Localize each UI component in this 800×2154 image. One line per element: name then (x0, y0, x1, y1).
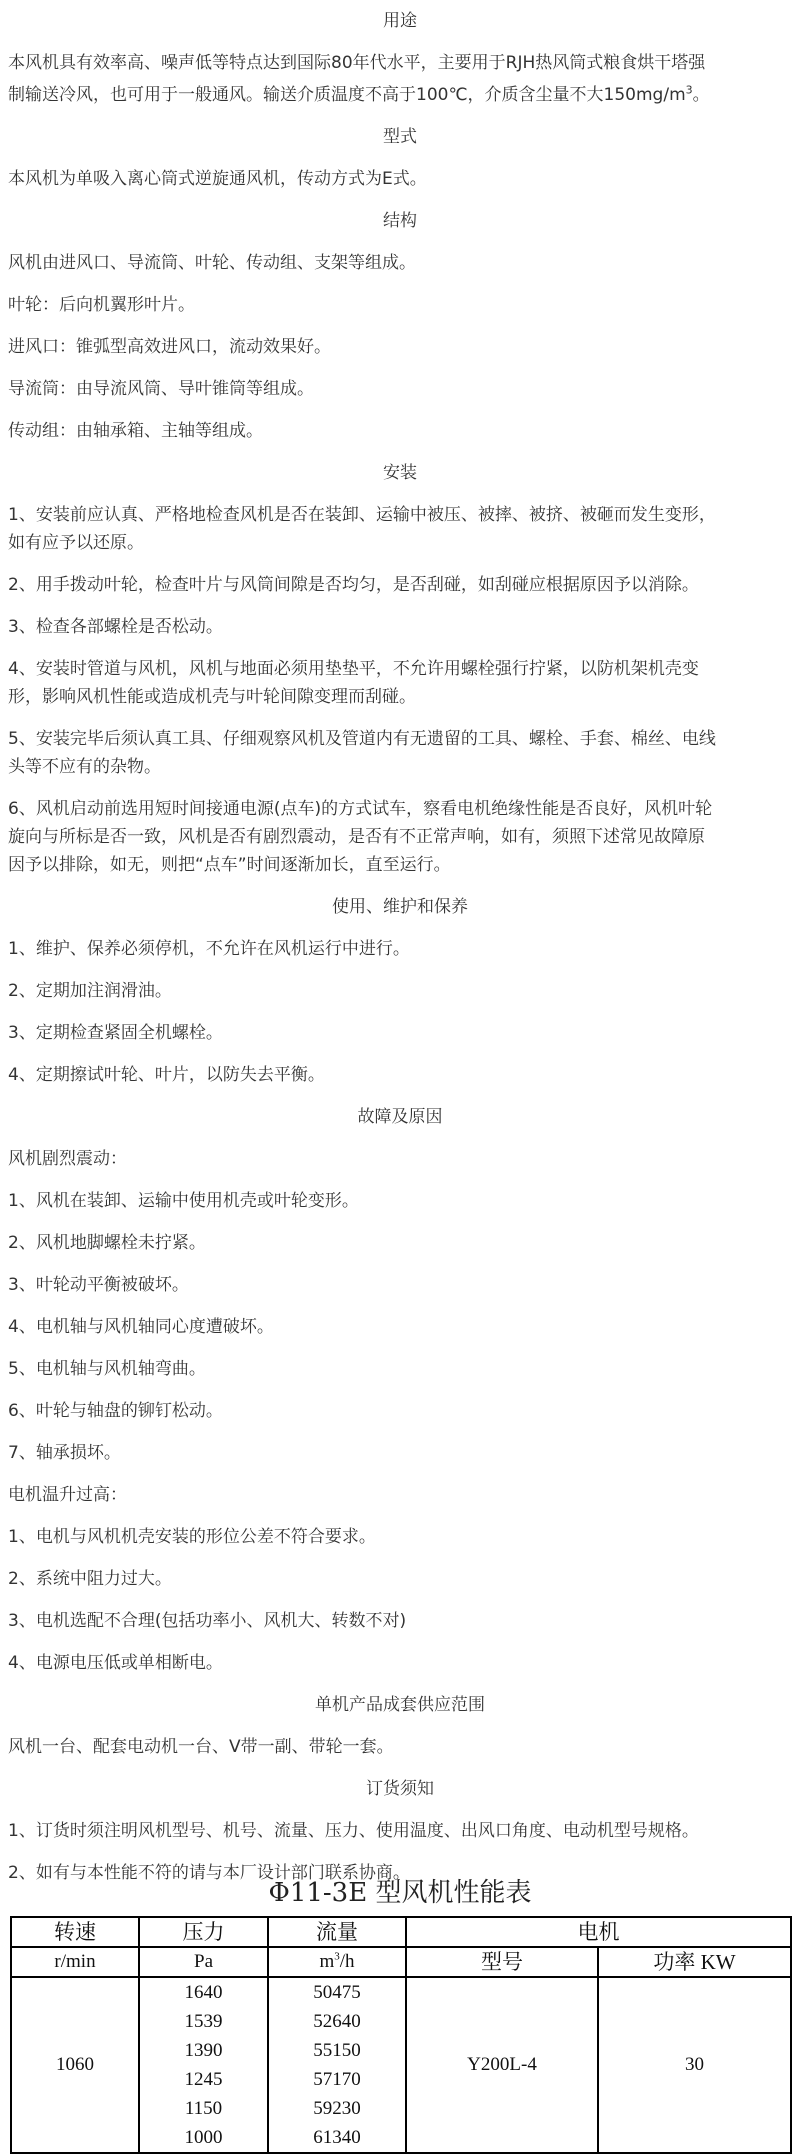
flow-value: 61340 (313, 2127, 361, 2148)
heading-supply: 单机产品成套供应范围 (315, 1695, 485, 1715)
maintain-item: 4、定期擦试叶轮、叶片，以防失去平衡。 (8, 1065, 325, 1085)
heading-maintain: 使用、维护和保养 (332, 897, 468, 917)
flow-value: 57170 (313, 2069, 361, 2090)
install-line: 6、风机启动前选用短时间接通电源(点车)的方式试车，察看电机绝缘性能是否良好，风机叶轮 (8, 799, 713, 819)
header-pressure-unit: Pa (139, 1947, 268, 1977)
install-line: 如有应予以还原。 (8, 533, 144, 553)
faults-vibration-item: 6、叶轮与轴盘的铆钉松动。 (8, 1401, 223, 1421)
flow-value: 50475 (313, 1982, 361, 2003)
perf-table-title: Φ11-3E 型风机性能表 (268, 1878, 532, 1908)
pressure-value: 1000 (184, 2127, 223, 2148)
header-pressure: 压力 (139, 1917, 268, 1947)
install-line: 3、检查各部螺栓是否松动。 (8, 617, 223, 637)
flow-value: 59230 (313, 2098, 361, 2119)
cell-flows (268, 1977, 406, 2153)
maintain-item: 2、定期加注润滑油。 (8, 981, 172, 1001)
header-speed: 转速 (11, 1917, 139, 1947)
cell-model: Y200L-4 (406, 1977, 598, 2153)
supply-paragraph: 风机一台、配套电动机一台、V带一副、带轮一套。 (8, 1737, 394, 1757)
heading-order: 订货须知 (366, 1779, 434, 1799)
cell-speed: 1060 (11, 1977, 139, 2153)
flow-value: 52640 (313, 2011, 361, 2032)
install-line: 形，影响风机性能或造成机壳与叶轮间隙变理而刮碰。 (8, 687, 416, 707)
order-item: 1、订货时须注明风机型号、机号、流量、压力、使用温度、出风口角度、电动机型号规格。 (8, 1821, 699, 1841)
header-model: 型号 (406, 1947, 598, 1977)
faults-vibration-item: 5、电机轴与风机轴弯曲。 (8, 1359, 206, 1379)
install-line: 头等不应有的杂物。 (8, 757, 161, 777)
structure-item: 风机由进风口、导流筒、叶轮、传动组、支架等组成。 (8, 253, 416, 273)
install-line: 5、安装完毕后须认真工具、仔细观察风机及管道内有无遗留的工具、螺栓、手套、棉丝、电线 (8, 729, 716, 749)
maintain-item: 1、维护、保养必须停机，不允许在风机运行中进行。 (8, 939, 410, 959)
order-item: 2、如有与本性能不符的请与本厂设计部门联系协商。 (8, 1863, 410, 1883)
header-flow: 流量 (268, 1917, 406, 1947)
faults-vibration-item: 2、风机地脚螺栓未拧紧。 (8, 1233, 206, 1253)
pressure-value: 1245 (184, 2069, 223, 2090)
type-paragraph: 本风机为单吸入离心筒式逆旋通风机，传动方式为E式。 (8, 169, 427, 189)
heading-type: 型式 (383, 127, 417, 147)
faults-vibration-item: 7、轴承损坏。 (8, 1443, 121, 1463)
faults-temp-item: 3、电机选配不合理(包括功率小、风机大、转数不对) (8, 1611, 407, 1631)
faults-temp-title: 电机温升过高： (8, 1485, 127, 1505)
header-power: 功率 KW (598, 1947, 791, 1977)
install-line: 4、安装时管道与风机，风机与地面必须用垫垫平，不允许用螺栓强行拧紧，以防机架机壳变 (8, 659, 699, 679)
install-line: 因予以排除，如无，则把“点车”时间逐渐加长，直至运行。 (8, 855, 451, 875)
heading-structure: 结构 (383, 211, 417, 231)
pressure-value: 1150 (184, 2098, 223, 2119)
perf-table (10, 1916, 792, 2154)
usage-paragraph-line-1: 本风机具有效率高、噪声低等特点达到国际80年代水平，主要用于RJH热风筒式粮食烘干塔强 (8, 53, 706, 73)
faults-temp-item: 4、电源电压低或单相断电。 (8, 1653, 223, 1673)
structure-item: 进风口：锥弧型高效进风口，流动效果好。 (8, 337, 331, 357)
header-speed-unit: r/min (11, 1947, 139, 1977)
structure-item: 叶轮：后向机翼形叶片。 (8, 295, 195, 315)
cell-power: 30 (598, 1977, 791, 2153)
install-line: 1、安装前应认真、严格地检查风机是否在装卸、运输中被压、被摔、被挤、被砸而发生变形， (8, 505, 716, 525)
faults-vibration-item: 1、风机在装卸、运输中使用机壳或叶轮变形。 (8, 1191, 359, 1211)
faults-temp-item: 1、电机与风机机壳安装的形位公差不符合要求。 (8, 1527, 376, 1547)
structure-item: 导流筒：由导流风筒、导叶锥筒等组成。 (8, 379, 314, 399)
install-line: 2、用手拨动叶轮，检查叶片与风筒间隙是否均匀，是否刮碰，如刮碰应根据原因予以消除。 (8, 575, 699, 595)
faults-vibration-item: 4、电机轴与风机轴同心度遭破坏。 (8, 1317, 274, 1337)
faults-vibration-title: 风机剧烈震动： (8, 1149, 127, 1169)
header-flow-unit: $m^3/h$ (268, 1947, 406, 1977)
heading-usage: 用途 (383, 11, 417, 31)
heading-install: 安装 (383, 463, 417, 483)
faults-temp-item: 2、系统中阻力过大。 (8, 1569, 172, 1589)
cell-pressures (139, 1977, 268, 2153)
heading-faults: 故障及原因 (357, 1107, 443, 1127)
install-line: 旋向与所标是否一致，风机是否有剧烈震动，是否有不正常声响，如有，须照下述常见故障原 (8, 827, 705, 847)
pressure-value: 1390 (184, 2040, 223, 2061)
usage-paragraph-line-2: 制输送冷风，也可用于一般通风。输送介质温度不高于100℃，介质含尘量不大$150mg/m^3$。 (8, 83, 710, 105)
structure-item: 传动组：由轴承箱、主轴等组成。 (8, 421, 263, 441)
faults-vibration-item: 3、叶轮动平衡被破坏。 (8, 1275, 189, 1295)
header-motor: 电机 (406, 1917, 791, 1947)
pressure-value: 1539 (184, 2011, 223, 2032)
maintain-item: 3、定期检查紧固全机螺栓。 (8, 1023, 223, 1043)
pressure-value: 1640 (184, 1982, 223, 2003)
flow-value: 55150 (313, 2040, 361, 2061)
